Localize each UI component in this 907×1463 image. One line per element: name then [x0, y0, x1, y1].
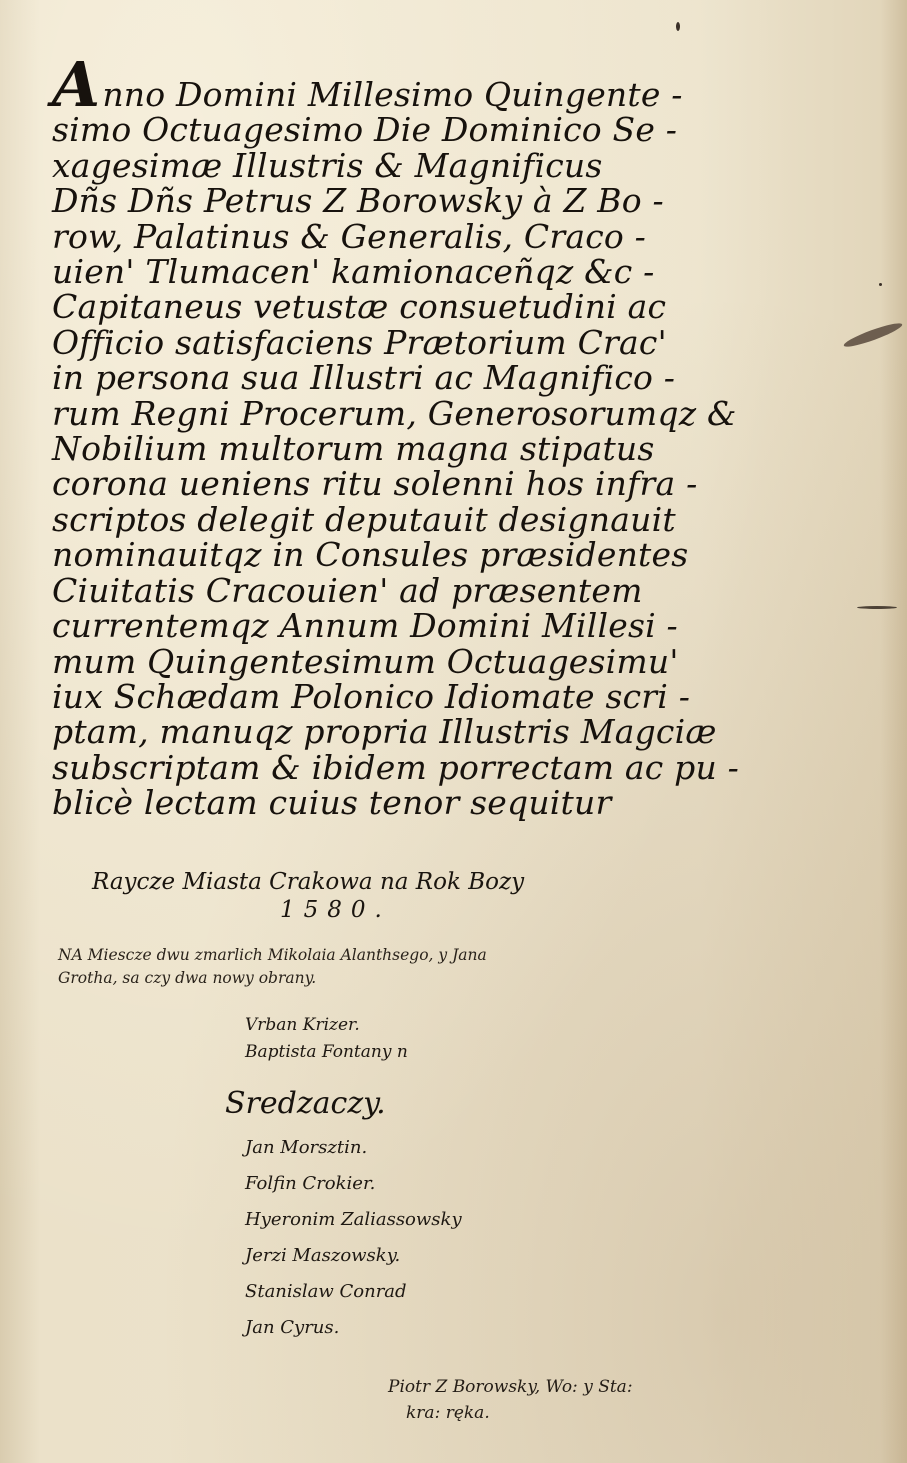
text-line: Nobilium multorum magna stipatus [52, 429, 655, 469]
text-line: Ciuitatis Cracouien' ad præsentem [52, 570, 643, 610]
text-line: currentemqz Annum Domini Millesi - [52, 606, 678, 646]
list-item: Jan Cyrus. [245, 1317, 340, 1338]
text-line: Anno Domini Millesimo Quingente - [52, 48, 683, 121]
new-councillors-list [245, 1012, 408, 1066]
appointment-note [58, 944, 487, 990]
text-line: scriptos delegit deputauit designauit [52, 499, 676, 539]
heading-year: 1580. [280, 897, 391, 923]
text-line: simo Octuagesimo Die Dominico Se - [52, 110, 678, 150]
ink-dot [879, 283, 882, 286]
list-item: Folfin Crokier. [245, 1173, 376, 1194]
ink-dot [676, 22, 680, 31]
judges-heading: Sredzaczy. [225, 1086, 386, 1121]
text-line: Officio satisfaciens Prætorium Crac' [52, 322, 667, 362]
text-line: nominauitqz in Consules præsidentes [52, 535, 689, 575]
text-line: iux Schædam Polonico Idiomate scri - [52, 676, 691, 716]
list-item: Stanislaw Conrad [245, 1281, 407, 1302]
list-item: Vrban Krizer. [245, 1015, 360, 1035]
list-item: Baptista Fontany n [245, 1042, 408, 1062]
signature [388, 1374, 633, 1426]
note-line: NA Miescze dwu zmarlich Mikolaia Alanthsego, y Jana [58, 946, 487, 964]
heading-title: Raycze Miasta Crakowa na Rok Bozy [92, 869, 525, 895]
text-line: rum Regni Procerum, Generosorumqz & [52, 393, 737, 433]
text-line: uien' Tlumacen' kamionaceñqz &c - [52, 252, 655, 292]
text-line: ptam, manuqz propria Illustris Magciæ [52, 712, 717, 752]
text-line: xagesimæ Illustris & Magnificus [52, 145, 603, 185]
text-line: blicè lectam cuius tenor sequitur [52, 783, 612, 823]
judges-list [245, 1130, 462, 1346]
ink-blot [857, 606, 897, 609]
text-line: corona ueniens ritu solenni hos infra - [52, 464, 698, 504]
text-line: Capitaneus vetustæ consuetudini ac [52, 287, 667, 327]
list-item: Hyeronim Zaliassowsky [245, 1209, 462, 1230]
text-line: mum Quingentesimum Octuagesimu' [52, 641, 679, 681]
signature-line: kra: ręka. [406, 1403, 490, 1423]
ink-blot [842, 320, 904, 351]
text-line: row, Palatinus & Generalis, Craco - [52, 216, 647, 256]
text-line: in persona sua Illustri ac Magnifico - [52, 358, 676, 398]
signature-line: Piotr Z Borowsky, Wo: y Sta: [388, 1377, 633, 1397]
main-text-block [52, 48, 812, 823]
list-item: Jan Morsztin. [245, 1137, 368, 1158]
list-item: Jerzi Maszowsky. [245, 1245, 401, 1266]
text-line: Dñs Dñs Petrus Z Borowsky à Z Bo - [52, 181, 664, 221]
drop-cap: A [52, 48, 101, 121]
text-line: subscriptam & ibidem porrectam ac pu - [52, 747, 739, 787]
council-heading [92, 868, 524, 924]
note-line: Grotha, sa czy dwa nowy obrany. [58, 969, 317, 987]
